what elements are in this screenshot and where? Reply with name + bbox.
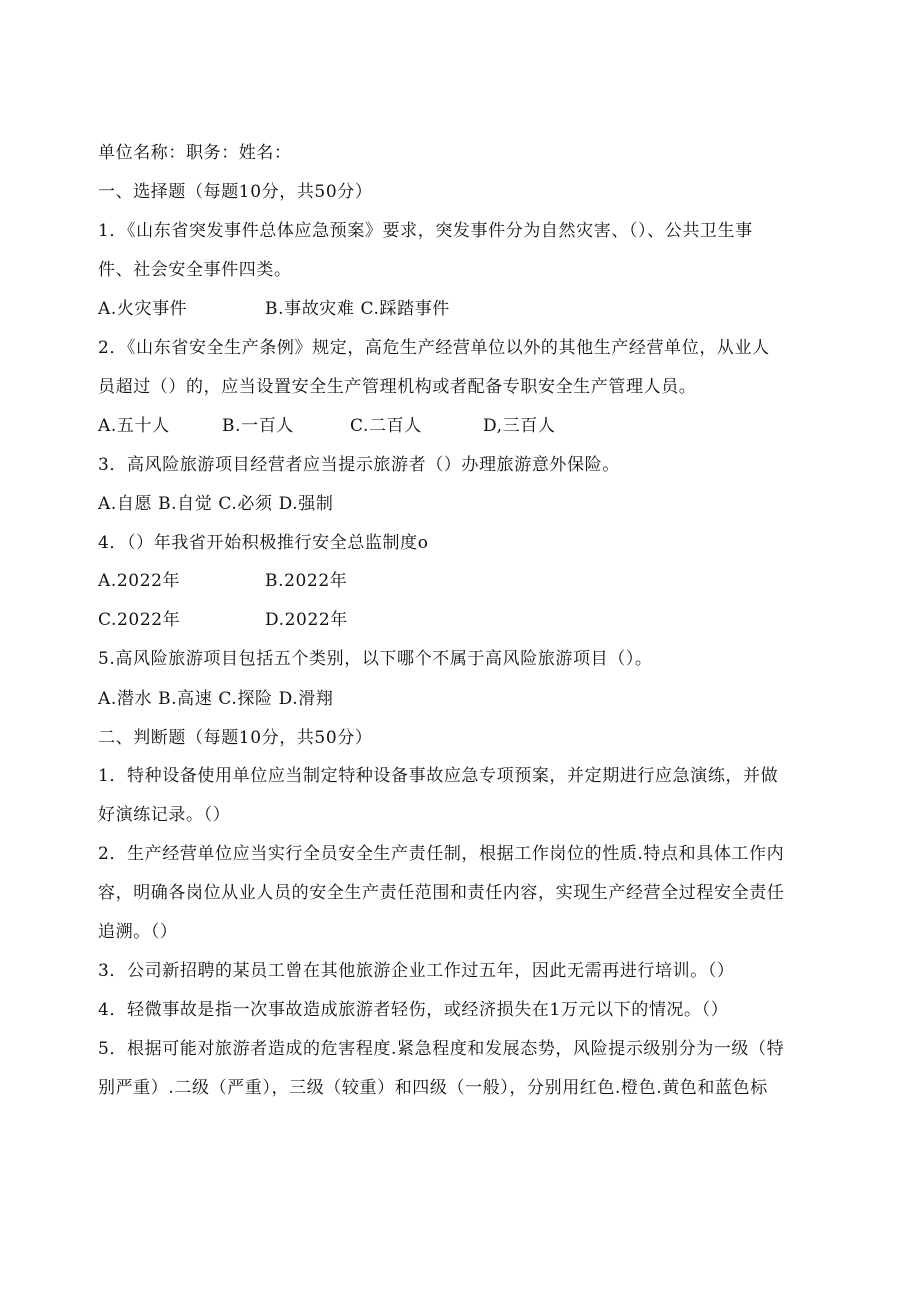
s1-q5-options: A.潜水 B.高速 C.探险 D.滑翔 — [98, 689, 334, 709]
s1-q2-option-d: D,三百人 — [483, 416, 556, 436]
s1-q4-option-a: A.2022年 — [98, 571, 181, 591]
s2-q3-line1: 3．公司新招聘的某员工曾在其他旅游企业工作过五年，因此无需再进行培训。（） — [98, 961, 735, 981]
s1-q5-line1: 5.高风险旅游项目包括五个类别，以下哪个不属于高风险旅游项目（）。 — [98, 649, 653, 669]
s1-q2-line1: 2．《山东省安全生产条例》规定，高危生产经营单位以外的其他生产经营单位，从业人 — [98, 338, 770, 358]
s2-q2-line1: 2．生产经营单位应当实行全员安全生产责任制，根据工作岗位的性质.特点和具体工作内 — [98, 844, 785, 864]
s2-q1-line1: 1．特种设备使用单位应当制定特种设备事故应急专项预案，并定期进行应急演练，并做 — [98, 766, 779, 786]
s1-q4-option-d: D.2022年 — [265, 610, 348, 630]
s2-q5-line2: 别严重）.二级（严重），三级（较重）和四级（一般），分别用红色.橙色.黄色和蓝色标 — [98, 1078, 768, 1098]
header-fields: 单位名称：职务：姓名： — [98, 143, 292, 163]
s2-q4-line1: 4．轻微事故是指一次事故造成旅游者轻伤，或经济损失在1万元以下的情况。（） — [98, 1000, 729, 1020]
s1-q2-option-a: A.五十人 — [98, 416, 170, 436]
section1-title: 一、选择题（每题10分，共50分） — [98, 182, 373, 202]
section2-title: 二、判断题（每题10分，共50分） — [98, 728, 373, 748]
s1-q2-option-b: B.一百人 — [222, 416, 294, 436]
s2-q2-line3: 追溯。（） — [98, 922, 178, 942]
s1-q3-line1: 3．高风险旅游项目经营者应当提示旅游者（）办理旅游意外保险。 — [98, 455, 620, 475]
s1-q2-option-c: C.二百人 — [350, 416, 422, 436]
s1-q1-line1: 1．《山东省突发事件总体应急预案》要求，突发事件分为自然灾害、（）、公共卫生事 — [98, 221, 753, 241]
s2-q2-line2: 容，明确各岗位从业人员的安全生产责任范围和责任内容，实现生产经营全过程安全责任 — [98, 883, 785, 903]
s1-q4-option-b: B.2022年 — [265, 571, 348, 591]
s1-q2-line2: 员超过（）的，应当设置安全生产管理机构或者配备专职安全生产管理人员。 — [98, 377, 697, 397]
s1-q4-option-c: C.2022年 — [98, 610, 181, 630]
s1-q1-option-bc: B.事故灾难 C.踩踏事件 — [265, 299, 450, 319]
s2-q5-line1: 5．根据可能对旅游者造成的危害程度.紧急程度和发展态势，风险提示级别分为一级（特 — [98, 1039, 785, 1059]
s1-q1-line2: 件、社会安全事件四类。 — [98, 260, 292, 280]
s1-q4-line1: 4．（）年我省开始积极推行安全总监制度o — [98, 533, 429, 553]
s1-q3-options: A.自愿 B.自觉 C.必须 D.强制 — [98, 494, 334, 514]
s2-q1-line2: 好演练记录。（） — [98, 805, 231, 825]
s1-q1-option-a: A.火灾事件 — [98, 299, 188, 319]
